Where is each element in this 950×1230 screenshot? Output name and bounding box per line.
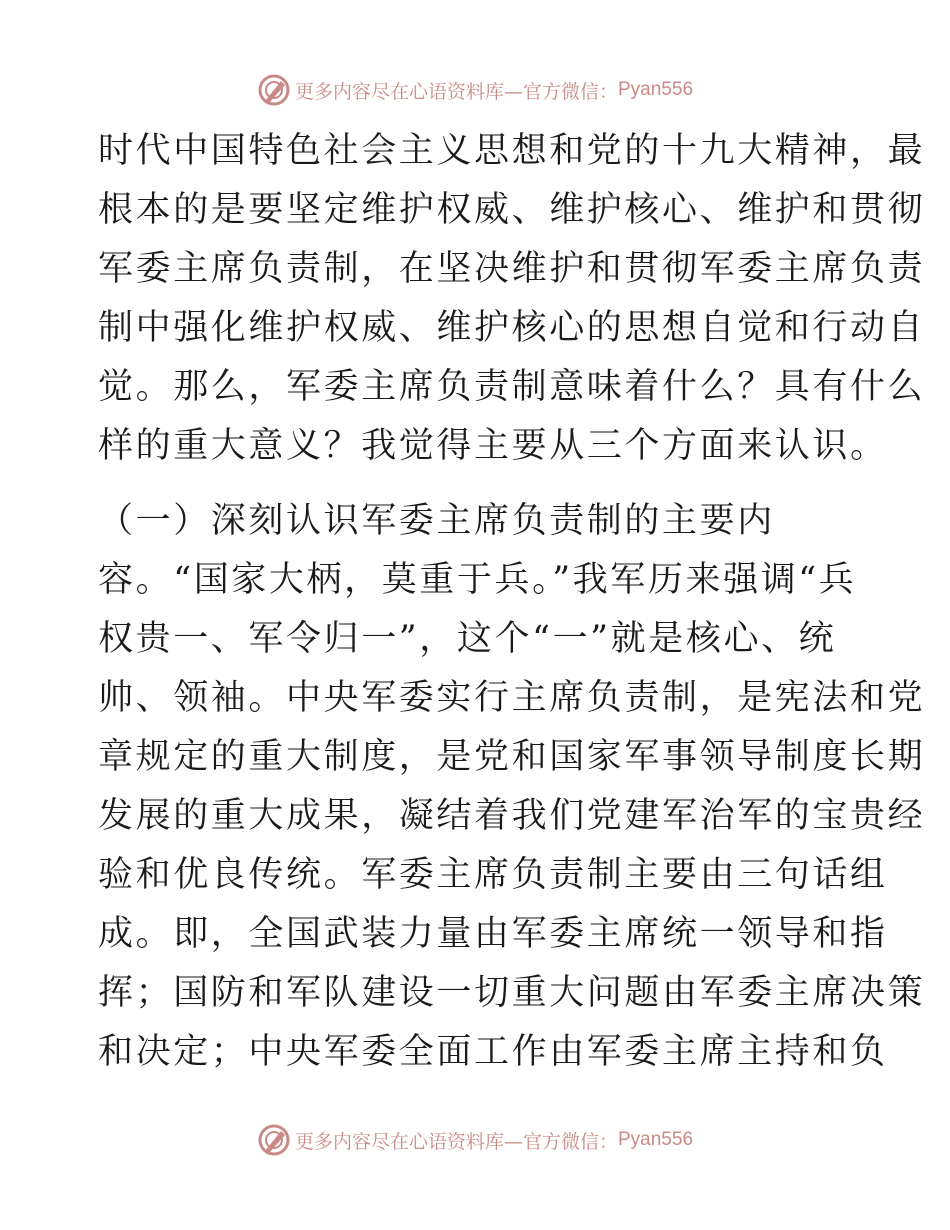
text-line: 权贵一、军令归一”，这个“一”就是核心、统 <box>98 619 837 659</box>
watermark-handle: Pyan556 <box>618 79 694 100</box>
text-line: 时代中国特色社会主义思想和党的十九大精神，最 <box>98 131 926 171</box>
text-line: 发展的重大成果，凝结着我们党建军治军的宝贵经 <box>98 796 926 836</box>
text-line: 验和优良传统。军委主席负责制主要由三句话组 <box>98 855 888 895</box>
watermark-handle: Pyan556 <box>618 1129 694 1150</box>
text-line: 制中强化维护权威、维护核心的思想自觉和行动自 <box>98 308 926 348</box>
watermark-text: 更多内容尽在心语资料库—官方微信： <box>294 80 618 103</box>
text-line: 成。即，全国武装力量由军委主席统一领导和指 <box>98 914 888 954</box>
paragraph-2 <box>98 492 926 1082</box>
text-line: 帅、领袖。中央军委实行主席负责制，是宪法和党 <box>98 678 926 718</box>
text-line: 军委主席负责制，在坚决维护和贯彻军委主席负责 <box>98 249 926 289</box>
pen-logo-icon <box>257 1123 291 1157</box>
document-body <box>98 122 926 1082</box>
text-line: 根本的是要坚定维护权威、维护核心、维护和贯彻 <box>98 190 926 230</box>
watermark-header <box>0 72 950 108</box>
text-line: 觉。那么，军委主席负责制意味着什么？具有什么 <box>98 367 926 407</box>
watermark-footer <box>0 1122 950 1158</box>
text-line: （一）深刻认识军委主席负责制的主要内 <box>98 501 775 541</box>
watermark-text: 更多内容尽在心语资料库—官方微信： <box>294 1130 618 1153</box>
text-line: 挥；国防和军队建设一切重大问题由军委主席决策 <box>98 973 926 1013</box>
pen-logo-icon <box>257 73 291 107</box>
text-line: 和决定；中央军委全面工作由军委主席主持和负 <box>98 1032 888 1072</box>
paragraph-1 <box>98 122 926 476</box>
text-line: 容。“国家大柄，莫重于兵。”我军历来强调“兵 <box>98 560 857 600</box>
text-line: 章规定的重大制度，是党和国家军事领导制度长期 <box>98 737 926 777</box>
text-line: 样的重大意义？我觉得主要从三个方面来认识。 <box>98 426 888 466</box>
